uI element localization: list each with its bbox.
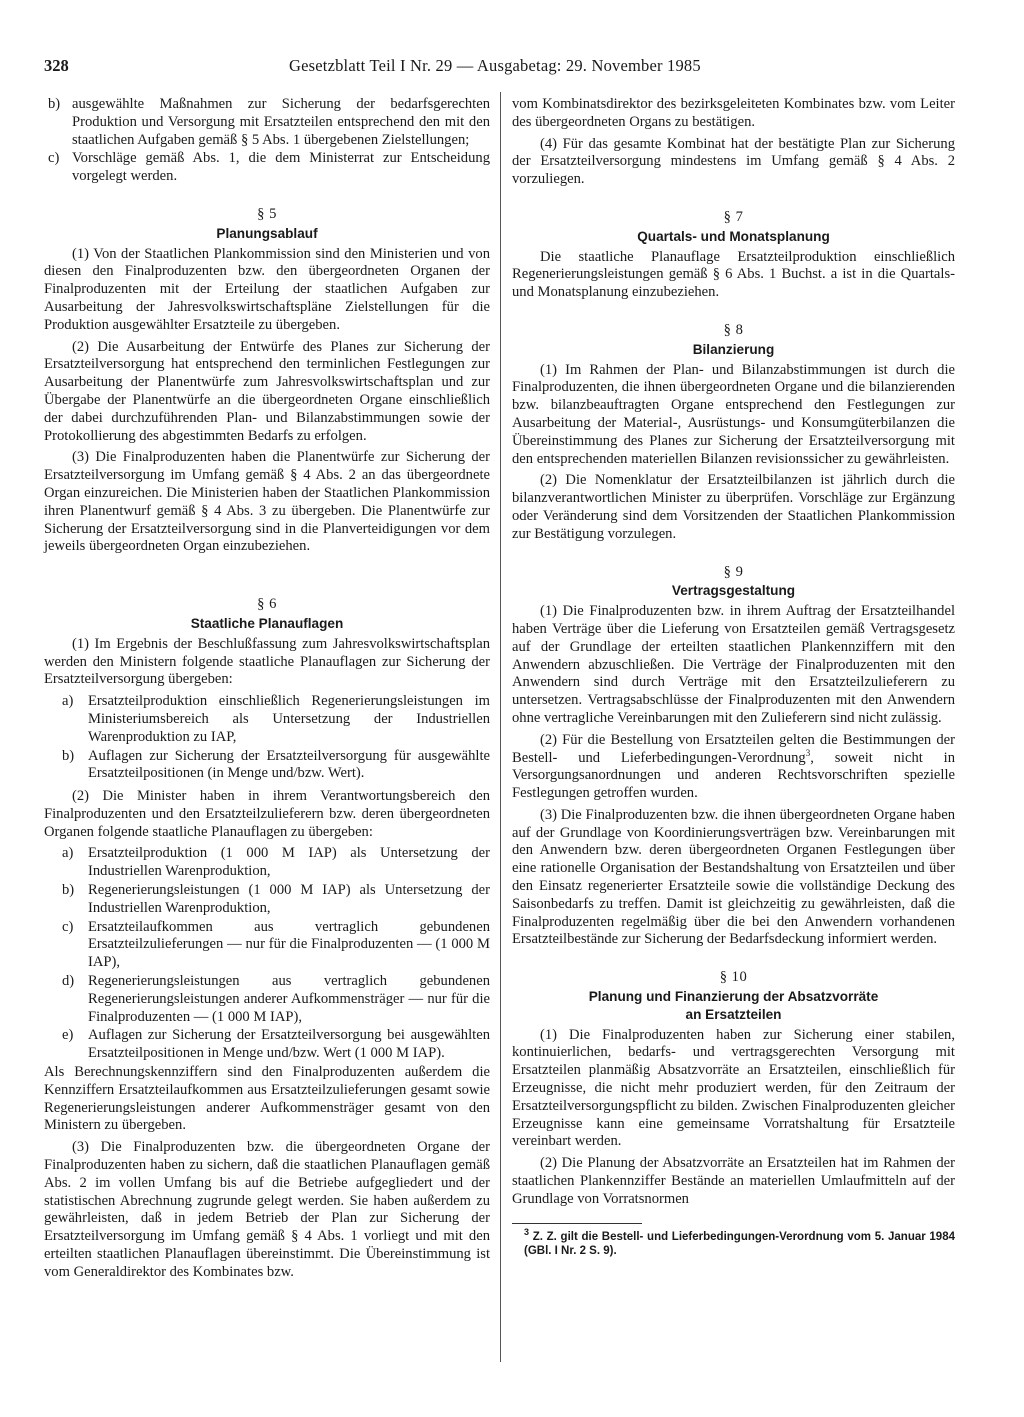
paragraph: (1) Die Finalproduzenten bzw. in ihrem Auftrag der Ersatzteilhandel haben Verträge über die Lieferung von Ersatzteilen gemäß Vertragsgesetz auf der Grundlage der erteilten staatlichen Plankennziffern mit den Anwendern abzuschließen. Die Verträge der Finalproduzenten mit den Anwendern sind durch Verträge mit den Ersatzteilzulieferern zu untersetzen. Vertragsabschlüsse der Finalproduzenten mit den Anwendern ohne vertragliche Vereinbarungen mit den Zulieferern sind nicht zulässig.: [512, 603, 955, 726]
list-item: [44, 845, 490, 881]
list-item: [44, 96, 490, 149]
section-number: § 6: [257, 596, 277, 613]
footnote-rule: [512, 1223, 642, 1224]
footnote-marker: 3: [524, 1226, 530, 1237]
list-item: [44, 1027, 490, 1063]
paragraph: (3) Die Finalproduzenten bzw. die ihnen übergeordneten Organe haben auf der Grundlage von Koordinierungsverträgen bzw. Vereinbarungen mit den Anwendern bzw. deren übergeordneten Organen Festlegungen über eine rationelle Organisation der Bestandshaltung von Ersatzteilen und über den Einsatz regenerierter Ersatzteile sowie die vollständige Deckung des Saisonbedarfs zu treffen. Damit ist gleichzeitig zu gewährleisten, daß die Finalproduzenten regelmäßig über die bei den Anwendern vorhandenen Ersatzteilbestände zur Sicherung der Bedarfsdeckung informiert werden.: [512, 806, 955, 948]
paragraph: vom Kombinatsdirektor des bezirksgeleiteten Kombinates bzw. vom Leiter des übergeordneten Organs zu bestätigen.: [512, 96, 955, 130]
list-marker: b): [62, 882, 75, 899]
list-text: Ersatzteilproduktion einschließlich Regenerierungsleistungen im Ministeriumsbereich als Untersetzung der Industriellen Warenproduktion zu IAP,: [88, 693, 490, 745]
section-number: § 7: [723, 208, 744, 225]
list-marker: b): [48, 96, 61, 112]
list-text: Auflagen zur Sicherung der Ersatzteilversorgung bei ausgewählten Ersatzteilpositionen in Menge und/bzw. Wert (1 000 M IAP).: [88, 1027, 490, 1062]
list-item: [44, 973, 490, 1026]
list-text: Ersatzteilproduktion (1 000 M IAP) als Untersetzung der Industriellen Warenproduktion,: [88, 845, 490, 880]
list-marker: a): [62, 845, 74, 862]
section-number: § 10: [719, 969, 748, 986]
paragraph: (2) Die Planung der Absatzvorräte an Ersatzteilen hat im Rahmen der staatlichen Plankennziffer Bestände an materiellen Umlaufmitteln auf der Grundlage von Vorratsnormen: [512, 1155, 955, 1207]
running-title: Gesetzblatt Teil I Nr. 29 — Ausgabetag: 29. November 1985: [289, 56, 701, 75]
paragraph: (2) Die Nomenklatur der Ersatzteilbilanzen ist jährlich durch die bilanzverantwortlichen Minister zu überprüfen. Vorschläge zur Ergänzung oder Veränderung sind dem Vorsitzenden der Staatlichen Plankommission zur Bestätigung vorzulegen.: [512, 472, 955, 542]
list-text: Ersatzteilaufkommen aus vertraglich gebundenen Ersatzteilzulieferungen — nur für die Finalproduzenten — (1 000 M IAP),: [88, 918, 490, 971]
paragraph-text: (2) Für die Bestellung von Ersatzteilen gelten die Bestimmungen der Bestell- und Lieferbedingungen-Verordnung: [512, 731, 955, 766]
right-column: [512, 96, 955, 1258]
list-text: Regenerierungsleistungen (1 000 M IAP) als Untersetzung der Industriellen Warenproduktion,: [88, 882, 490, 916]
list-marker: e): [62, 1027, 74, 1044]
list-item: [44, 693, 490, 746]
list-text: Vorschläge gemäß Abs. 1, die dem Ministerrat zur Entscheidung vorgelegt werden.: [72, 150, 490, 185]
footnote-text: Z. Z. gilt die Bestell- und Lieferbedingungen-Verordnung vom 5. Januar 1984 (GBl. I Nr. 2 S. 9).: [524, 1230, 955, 1257]
paragraph: (1) Von der Staatlichen Plankommission sind den Ministerien und von diesen den Finalproduzenten bzw. den übergeordneten Organen der Finalproduzenten mit der Erteilung der staatlichen Aufgaben zur Ausarbeitung der Jahresvolkswirtschaftspläne Zielstellungen für die Produktion ausgewählter Ersatzteile zu übergeben.: [44, 245, 490, 333]
section-title: Planung und Finanzierung der Absatzvorräte: [588, 989, 879, 1005]
list-item: [44, 748, 490, 784]
footnote-reference: 3: [805, 747, 811, 758]
section-title: Bilanzierung: [692, 341, 775, 357]
paragraph: (2) Die Minister haben in ihrem Verantwortungsbereich den Finalproduzenten und den Ersatzteilzulieferern bzw. deren übergeordneten Organen folgende staatliche Planauflagen zu übergeben:: [44, 788, 490, 840]
list-marker: d): [62, 973, 75, 990]
list-text: ausgewählte Maßnahmen zur Sicherung der bedarfsgerechten Produktion und Versorgung mit Ersatzteilen entsprechend den mit den staatlichen Aufgaben gemäß § 5 Abs. 1 übergebenen Zielstellungen;: [72, 96, 490, 148]
section-title: Planungsablauf: [216, 225, 318, 241]
list-marker: c): [48, 150, 60, 167]
paragraph: (3) Die Finalproduzenten haben die Planentwürfe zur Sicherung der Ersatzteilversorgung im Umfang gemäß § 4 Abs. 2 an das übergeordnete Organ einzureichen. Die Ministerien haben der Staatlichen Plankommission ihren Planentwurf gemäß § 4 Abs. 3 zu übergeben. Die Planentwürfe zur Sicherung der Ersatzteilversorgung sind in die Planverteidigungen vor dem jeweils übergeordneten Organ einzubeziehen.: [44, 449, 490, 555]
page-number: 328: [44, 56, 69, 75]
paragraph: (2) Die Ausarbeitung der Entwürfe des Planes zur Sicherung der Ersatzteilversorgung hat entsprechend den terminlichen Festlegungen zur Ausarbeitung der Planentwürfe zum Jahresvolkswirtschaftsplan und zur Übergabe der Planentwürfe an die übergeordneten Organe einschließlich der dabei durchzuführenden Plan- und Bilanzabstimmungen sowie der Protokollierung des abgestimmten Bedarfs zu erfolgen.: [44, 338, 490, 444]
section-number: § 9: [723, 563, 744, 580]
section-number: § 8: [723, 321, 744, 338]
paragraph: Als Berechnungskennziffern sind den Finalproduzenten außerdem die Kennziffern Ersatzteilaufkommen aus Ersatzteilzulieferungen gesamt sowie Regenerierungsleistungen anderer Aufkommensträger gesamt von den Ministern zu übergeben.: [44, 1064, 490, 1134]
paragraph-text: , soweit nicht in Versorgungsanordnungen und anderen Rechtsvorschriften spezielle Festlegungen getroffen wurden.: [512, 749, 955, 802]
list-item: [44, 150, 490, 186]
list-text: Regenerierungsleistungen aus vertraglich gebundenen Regenerierungsleistungen anderer Aufkommensträger — nur für die Finalproduzenten — (1 000 M IAP),: [88, 973, 490, 1025]
column-divider: [500, 92, 501, 1362]
list-item: [44, 919, 490, 972]
list-marker: a): [62, 693, 74, 710]
paragraph: (1) Im Rahmen der Plan- und Bilanzabstimmungen ist durch die Finalproduzenten, die ihnen übergeordneten Organe und die bilanzierenden bzw. bilanzbeauftragten Organe entsprechend den Festlegungen zur Ausarbeitung der Material-, Ausrüstungs- und Konsumgüterbilanzen die Übereinstimmung des Planes zur Sicherung der Ersatzteilversorgung mit den entsprechenden materiellen Bilanzen revisionssicher zu gewährleisten.: [512, 361, 955, 467]
section-title: an Ersatzteilen: [685, 1006, 782, 1022]
paragraph: Die staatliche Planauflage Ersatzteilproduktion einschließlich Regenerierungsleistungen gemäß § 6 Abs. 1 Buchst. a ist in die Quartals- und Monatsplanung einzubeziehen.: [512, 248, 955, 301]
paragraph: (4) Für das gesamte Kombinat hat der bestätigte Plan zur Sicherung der Ersatzteilversorgung mindestens im Umfang gemäß § 4 Abs. 2 vorzuliegen.: [512, 135, 955, 188]
section-title: Vertragsgestaltung: [671, 583, 796, 599]
paragraph: (3) Die Finalproduzenten bzw. die übergeordneten Organe der Finalproduzenten haben zu sichern, daß die staatlichen Planauflagen gemäß Abs. 2 im vollen Umfang bis auf die Betriebe aufgegliedert und der statistischen Abrechnung zugrunde gelegt werden. Sie haben außerdem zu gewährleisten, daß in jedem Betrieb der Plan zur Sicherung der Ersatzteilversorgung im Umfang gemäß § 4 Abs. 1 vorliegt und mit den erteilten staatlichen Planauflagen übereinstimmt. Die Übereinstimmung ist vom Generaldirektor des Kombinates bzw.: [44, 1139, 490, 1280]
list-marker: b): [62, 747, 75, 764]
section-number: § 5: [257, 205, 277, 222]
footnote: [512, 1226, 955, 1258]
section-title: Quartals- und Monatsplanung: [637, 228, 830, 244]
paragraph: [512, 732, 955, 803]
left-column: [44, 96, 490, 1286]
list-text: Auflagen zur Sicherung der Ersatzteilversorgung für ausgewählte Ersatzteilpositionen (in Menge und/bzw. Wert).: [88, 747, 490, 782]
list-marker: c): [62, 918, 74, 935]
section-title: Staatliche Planauflagen: [190, 615, 344, 631]
list-item: [44, 882, 490, 918]
paragraph: (1) Im Ergebnis der Beschlußfassung zum Jahresvolkswirtschaftsplan werden den Ministern folgende staatliche Planauflagen zur Sicherung der Ersatzteilversorgung übergeben:: [44, 635, 490, 688]
paragraph: (1) Die Finalproduzenten haben zur Sicherung einer stabilen, kontinuierlichen, bedarfs- und vertragsgerechten Versorgung mit Ersatzteilen planmäßig Absatzvorräte an Ersatzteilen, einschließlich für Erzeugnisse, die nicht mehr produziert werden, für den Zeitraum der Ersatzteilversorgungspflicht zu bilden. Zwischen Finalproduzenten gleicher Erzeugnisse kann eine gemeinsame Vorratshaltung für Ersatzteile vereinbart werden.: [512, 1026, 955, 1150]
